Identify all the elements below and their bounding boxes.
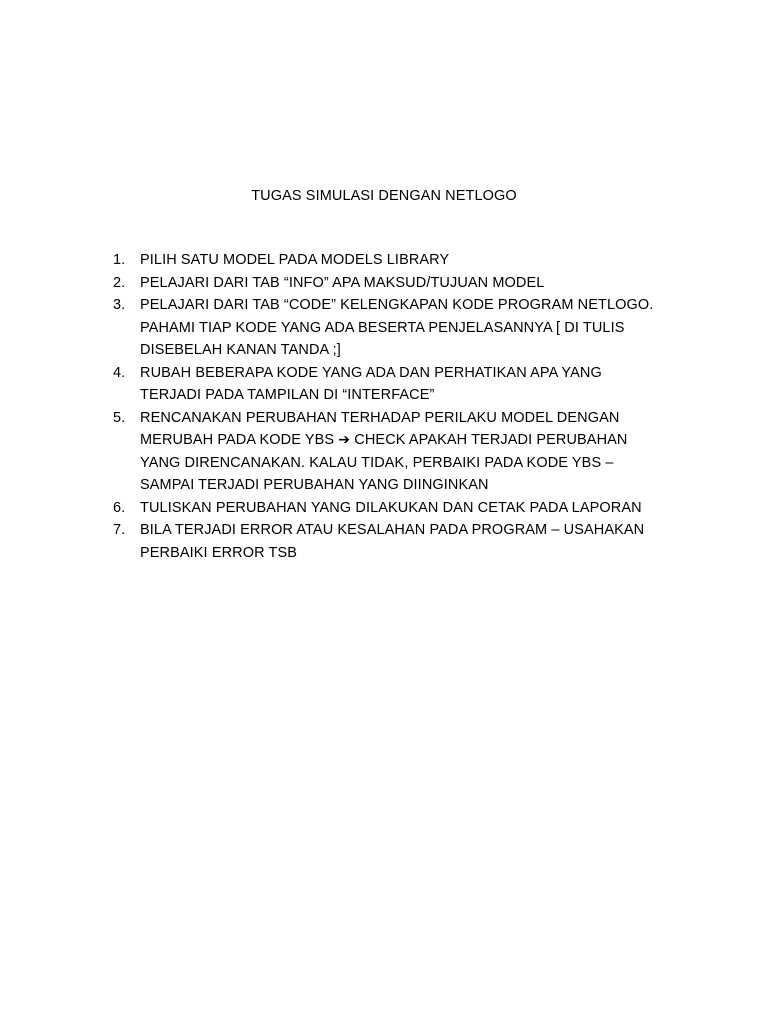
list-item-1 (113, 249, 673, 272)
document-title: TUGAS SIMULASI DENGAN NETLOGO (251, 188, 517, 204)
item-text: TERJADI PADA TAMPILAN DI “INTERFACE” (140, 387, 435, 403)
list-item-3 (113, 294, 673, 362)
item-text: PILIH SATU MODEL PADA MODELS LIBRARY (140, 252, 450, 268)
item-text: BILA TERJADI ERROR ATAU KESALAHAN PADA PROGRAM – USAHAKAN (140, 522, 645, 538)
item-text: PELAJARI DARI TAB “CODE” KELENGKAPAN KODE PROGRAM NETLOGO. (140, 297, 654, 313)
item-text: SAMPAI TERJADI PERUBAHAN YANG DIINGINKAN (140, 477, 489, 493)
item-text: RUBAH BEBERAPA KODE YANG ADA DAN PERHATIKAN APA YANG (140, 364, 602, 381)
task-list (113, 249, 673, 564)
item-text-part: MERUBAH PADA KODE YBS (140, 432, 335, 448)
list-item-7 (113, 519, 673, 564)
item-number: 5. (113, 409, 126, 426)
item-number: 7. (113, 522, 126, 538)
item-number: 6. (113, 499, 126, 516)
item-text-line (140, 429, 673, 452)
list-item-2 (113, 272, 673, 295)
list-item-6 (113, 497, 673, 520)
item-text: YANG DIRENCANAKAN. KALAU TIDAK, PERBAIKI PADA KODE YBS – (140, 454, 614, 471)
item-text-part: CHECK APAKAH TERJADI PERUBAHAN (354, 432, 628, 448)
item-number: 3. (113, 297, 126, 313)
item-number: 2. (113, 274, 126, 291)
item-number: 4. (113, 364, 126, 381)
arrow-right-icon: ➔ (338, 432, 351, 448)
list-item-4 (113, 362, 673, 407)
item-text: PERBAIKI ERROR TSB (140, 544, 298, 561)
item-text: PAHAMI TIAP KODE YANG ADA BESERTA PENJELASANNYA [ DI TULIS (140, 319, 625, 336)
item-number: 1. (113, 252, 126, 268)
item-text: RENCANAKAN PERUBAHAN TERHADAP PERILAKU MODEL DENGAN (140, 409, 620, 426)
item-text: DISEBELAH KANAN TANDA ;] (140, 342, 341, 358)
item-text: TULISKAN PERUBAHAN YANG DILAKUKAN DAN CETAK PADA LAPORAN (140, 499, 642, 516)
list-item-5 (113, 407, 673, 497)
item-text: PELAJARI DARI TAB “INFO” APA MAKSUD/TUJUAN MODEL (140, 274, 545, 291)
